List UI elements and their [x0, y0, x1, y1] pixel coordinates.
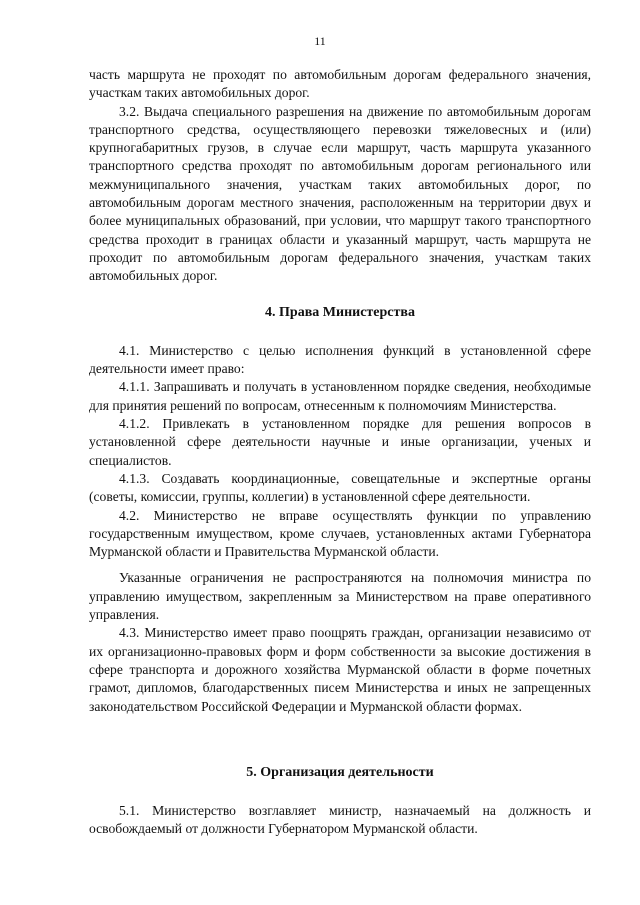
document-body: [89, 66, 591, 839]
paragraph-5-1: 5.1. Министерство возглавляет министр, назначаемый на должность и освобождаемый от должности Губернатором Мурманской области.: [89, 803, 591, 837]
section-heading-5: 5. Организация деятельности: [246, 764, 434, 780]
paragraph-4-3: 4.3. Министерство имеет право поощрять граждан, организации независимо от их организационно-правовых форм и форм собственности за высокие достижения в сфере транспорта и дорожного хозяйства Мурманской области в форме почетных грамот, дипломов, благодарственных писем Министерства и иных не запрещенных законодательством Российской Федерации и Мурманской области формах.: [89, 625, 591, 714]
paragraph-4-1-3: 4.1.3. Создавать координационные, совещательные и экспертные органы (советы, комиссии, группы, коллегии) в установленной сфере деятельности.: [89, 470, 591, 505]
section-heading-4: 4. Права Министерства: [265, 304, 415, 320]
paragraph-3-2: 3.2. Выдача специального разрешения на движение по автомобильным дорогам транспортного средства, осуществляющего перевозки тяжеловесных и (или) крупногабаритных грузов, в случае если маршрут, часть маршрута указанного транспортного средства проходят по автомобильным дорогам регионального или межмуниципального значения, участкам таких автомобильных дорог, по автомобильным дорогам местного значения, расположенным на территории двух и более муниципальных образований, при условии, что маршрут такого транспортного средства проходит в границах области и указанный маршрут, часть маршрута не проходит по автомобильным дорогам федерального значения, участкам таких автомобильных дорог.: [89, 103, 591, 284]
paragraph-4-1-1: 4.1.1. Запрашивать и получать в установленном порядке сведения, необходимые для принятия решений по вопросам, отнесенным к полномочиям Министерства.: [89, 379, 591, 413]
paragraph-4-1: 4.1. Министерство с целью исполнения функций в установленной сфере деятельности имеет право:: [89, 342, 591, 377]
paragraph-4-1-2: 4.1.2. Привлекать в установленном порядке для решения вопросов в установленной сфере деятельности научные и иные организации, ученых и специалистов.: [89, 416, 591, 468]
page-number: 11: [314, 34, 326, 48]
paragraph-4-2-note: Указанные ограничения не распространяются на полномочия министра по управлению имуществом, закрепленным за Министерством на праве оперативного управления.: [89, 570, 591, 623]
paragraph-4-2: 4.2. Министерство не вправе осуществлять функции по управлению государственным имуществом, кроме случаев, установленных актами Губернатора Мурманской области и Правительства Мурманской области.: [89, 507, 591, 560]
paragraph-continuation: часть маршрута не проходят по автомобильным дорогам федерального значения, участкам таких автомобильных дорог.: [89, 67, 591, 101]
